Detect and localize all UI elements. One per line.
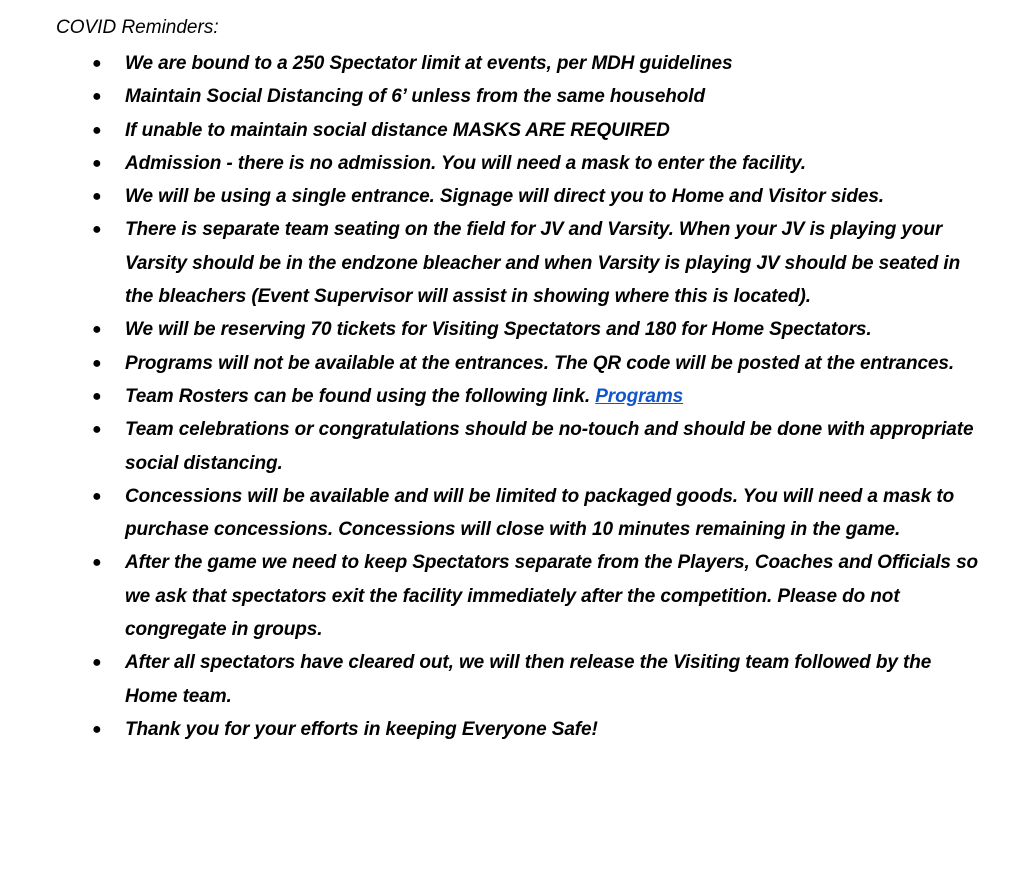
list-item-text: Team Rosters can be found using the following link.	[125, 385, 596, 407]
list-item	[56, 80, 986, 113]
list-item	[56, 313, 986, 346]
bullet-icon: ●	[92, 55, 102, 72]
list-item-text: Programs will not be available at the entrances. The QR code will be posted at the entrances.	[125, 352, 955, 374]
bullet-icon: ●	[92, 88, 102, 106]
list-item-text: We will be using a single entrance. Signage will direct you to Home and Visitor sides.	[125, 186, 884, 208]
list-item-text: Team celebrations or congratulations should be no-touch and should be done with appropriate social distancing.	[125, 419, 974, 474]
bullet-icon: ●	[92, 221, 102, 239]
bullet-icon: ●	[92, 154, 102, 172]
bullet-icon: ●	[92, 554, 102, 572]
programs-link[interactable]: Programs	[595, 385, 684, 407]
document	[56, 14, 986, 746]
bullet-icon: ●	[92, 720, 102, 738]
list-item	[56, 380, 986, 413]
bullet-icon: ●	[92, 487, 102, 505]
list-item	[56, 713, 986, 746]
list-item-text: After all spectators have cleared out, we will then release the Visiting team followed by the Home team.	[125, 652, 932, 707]
list-item	[56, 546, 986, 646]
bullet-icon: ●	[92, 321, 102, 339]
bullet-icon: ●	[92, 421, 102, 439]
bullet-icon: ●	[92, 354, 102, 372]
list-item	[56, 646, 986, 713]
list-item-text: If unable to maintain social distance MASKS ARE REQUIRED	[125, 119, 670, 141]
list-item	[56, 114, 986, 147]
list-item-text: Admission - there is no admission. You will need a mask to enter the facility.	[125, 152, 806, 174]
list-item	[56, 480, 986, 547]
reminders-list	[56, 47, 986, 746]
list-item-text: After the game we need to keep Spectators separate from the Players, Coaches and Officials so we ask that spectators exit the facility immediately after the competition. Please do not congregate in groups.	[125, 552, 979, 641]
list-item-text: Concessions will be available and will be limited to packaged goods. You will need a mask to purchase concessions. Concessions will close with 10 minutes remaining in the game.	[125, 485, 955, 541]
list-item-text: We will be reserving 70 tickets for Visiting Spectators and 180 for Home Spectators.	[125, 319, 872, 341]
bullet-icon: ●	[92, 121, 102, 139]
list-item	[56, 180, 986, 213]
list-item	[56, 147, 986, 180]
bullet-icon: ●	[92, 387, 102, 405]
bullet-icon: ●	[92, 654, 102, 672]
list-item-text: Thank you for your efforts in keeping Everyone Safe!	[125, 718, 598, 740]
list-item	[56, 347, 986, 380]
list-item	[56, 413, 986, 480]
list-item-text: We are bound to a 250 Spectator limit at events, per MDH guidelines	[125, 53, 733, 74]
list-item-text: There is separate team seating on the field for JV and Varsity. When your JV is playing your Varsity should be in the endzone bleacher and when Varsity is playing JV should be seated in the bleachers (Event Supervisor will assist in showing where this is located).	[125, 219, 961, 308]
list-item-text: Maintain Social Distancing of 6’ unless from the same household	[125, 86, 705, 108]
bullet-icon: ●	[92, 188, 102, 206]
list-item	[56, 47, 986, 80]
document-heading: COVID Reminders:	[56, 17, 219, 38]
list-item	[56, 213, 986, 313]
